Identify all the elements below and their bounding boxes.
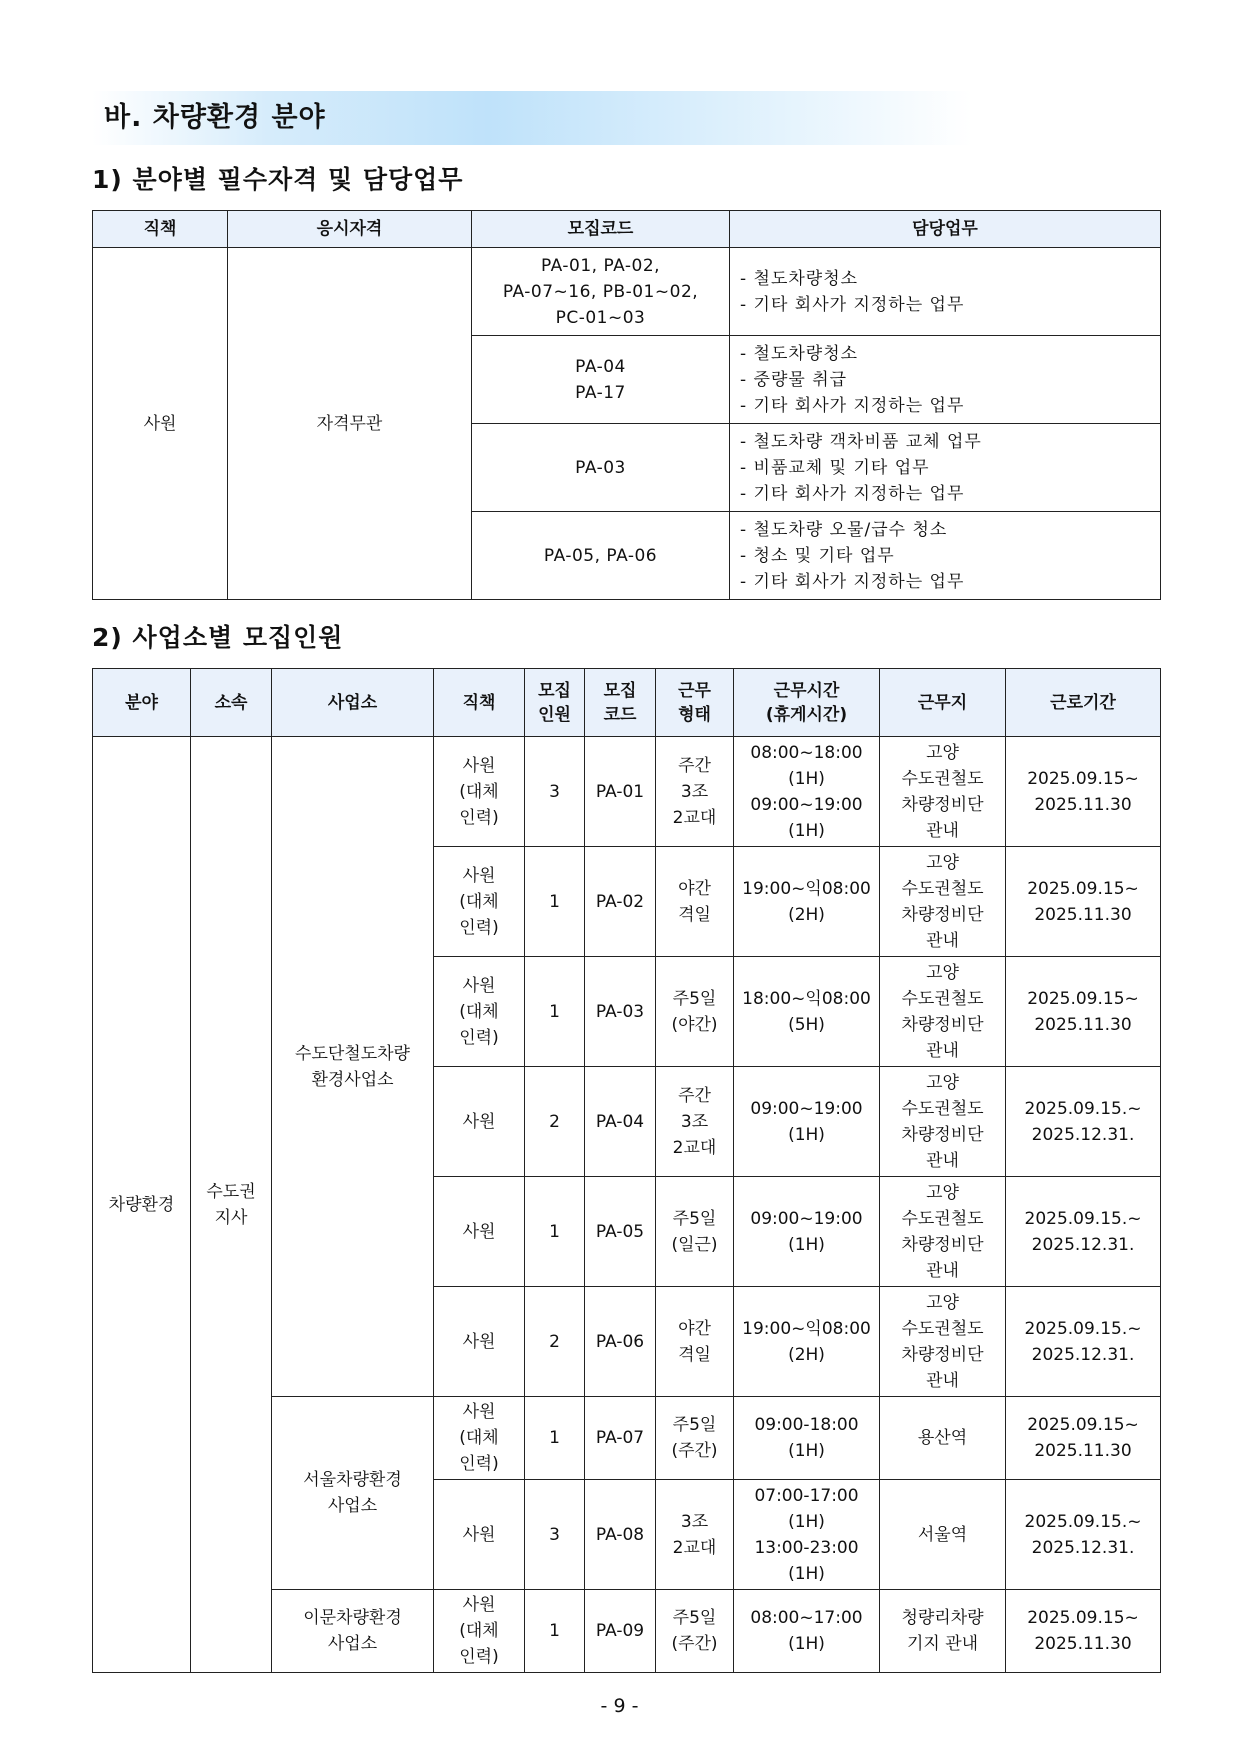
work-period-cell: 2025.09.15~ 2025.11.30 [1006, 1397, 1161, 1480]
position-cell: 사원 [434, 1067, 525, 1177]
position-cell: 사원 [434, 1177, 525, 1287]
recruit-code-cell: PA-03 [472, 424, 730, 512]
count-cell: 1 [525, 847, 585, 957]
position-cell: 사원 (대체 인력) [434, 1397, 525, 1480]
subsection-title-recruitment: 2) 사업소별 모집인원 [92, 623, 344, 652]
work-type-cell: 주5일 (주간) [656, 1397, 734, 1480]
work-hours-cell: 08:00~17:00 (1H) [734, 1590, 880, 1673]
work-type-cell: 주5일 (야간) [656, 957, 734, 1067]
work-place-cell: 고양 수도권철도 차량정비단 관내 [880, 1177, 1006, 1287]
code-cell: PA-03 [585, 957, 656, 1067]
header-qualification: 응시자격 [228, 211, 472, 248]
header-affiliation: 소속 [191, 669, 272, 737]
recruitment-table [92, 668, 1161, 1673]
work-place-cell: 청량리차량 기지 관내 [880, 1590, 1006, 1673]
header-office: 사업소 [272, 669, 434, 737]
page-number: - 9 - [600, 1695, 639, 1717]
header-count: 모집 인원 [525, 669, 585, 737]
count-cell: 1 [525, 957, 585, 1067]
duties-cell: - 철도차량청소 - 중량물 취급 - 기타 회사가 지정하는 업무 [730, 336, 1161, 424]
code-cell: PA-02 [585, 847, 656, 957]
count-cell: 2 [525, 1287, 585, 1397]
count-cell: 3 [525, 1480, 585, 1590]
position-cell: 사원 [434, 1480, 525, 1590]
code-cell: PA-09 [585, 1590, 656, 1673]
position-cell: 사원 (대체 인력) [434, 737, 525, 847]
code-cell: PA-07 [585, 1397, 656, 1480]
subsection-title-qualifications: 1) 분야별 필수자격 및 담당업무 [92, 165, 464, 194]
work-place-cell: 고양 수도권철도 차량정비단 관내 [880, 957, 1006, 1067]
header-work-hours: 근무시간 (휴게시간) [734, 669, 880, 737]
position-cell: 사원 (대체 인력) [434, 957, 525, 1067]
field-cell: 차량환경 [93, 737, 191, 1673]
work-period-cell: 2025.09.15~ 2025.11.30 [1006, 737, 1161, 847]
work-type-cell: 야간 격일 [656, 847, 734, 957]
duties-cell: - 철도차량청소 - 기타 회사가 지정하는 업무 [730, 248, 1161, 336]
affiliation-cell: 수도권 지사 [191, 737, 272, 1673]
header-duties: 담당업무 [730, 211, 1161, 248]
work-hours-cell: 19:00~익08:00 (2H) [734, 847, 880, 957]
header-work-type: 근무 형태 [656, 669, 734, 737]
header-work-period: 근로기간 [1006, 669, 1161, 737]
header-position: 직책 [93, 211, 228, 248]
position-cell: 사원 [434, 1287, 525, 1397]
work-period-cell: 2025.09.15~ 2025.11.30 [1006, 957, 1161, 1067]
work-place-cell: 고양 수도권철도 차량정비단 관내 [880, 737, 1006, 847]
work-type-cell: 야간 격일 [656, 1287, 734, 1397]
office-cell: 서울차량환경 사업소 [272, 1397, 434, 1590]
recruit-code-cell: PA-01, PA-02, PA-07~16, PB-01~02, PC-01~03 [472, 248, 730, 336]
work-period-cell: 2025.09.15.~ 2025.12.31. [1006, 1177, 1161, 1287]
work-hours-cell: 18:00~익08:00 (5H) [734, 957, 880, 1067]
work-period-cell: 2025.09.15.~ 2025.12.31. [1006, 1480, 1161, 1590]
position-cell: 사원 [93, 248, 228, 600]
duties-cell: - 철도차량 오물/급수 청소 - 청소 및 기타 업무 - 기타 회사가 지정하는 업무 [730, 512, 1161, 600]
work-hours-cell: 09:00~19:00 (1H) [734, 1177, 880, 1287]
work-type-cell: 3조 2교대 [656, 1480, 734, 1590]
count-cell: 2 [525, 1067, 585, 1177]
count-cell: 1 [525, 1590, 585, 1673]
header-field: 분야 [93, 669, 191, 737]
work-hours-cell: 08:00~18:00 (1H) 09:00~19:00 (1H) [734, 737, 880, 847]
work-type-cell: 주간 3조 2교대 [656, 1067, 734, 1177]
code-cell: PA-01 [585, 737, 656, 847]
work-period-cell: 2025.09.15.~ 2025.12.31. [1006, 1067, 1161, 1177]
work-period-cell: 2025.09.15~ 2025.11.30 [1006, 847, 1161, 957]
code-cell: PA-08 [585, 1480, 656, 1590]
header-code: 모집 코드 [585, 669, 656, 737]
count-cell: 1 [525, 1177, 585, 1287]
section-banner-title: 바. 차량환경 분야 [104, 102, 326, 133]
work-type-cell: 주5일 (일근) [656, 1177, 734, 1287]
work-type-cell: 주5일 (주간) [656, 1590, 734, 1673]
work-period-cell: 2025.09.15~ 2025.11.30 [1006, 1590, 1161, 1673]
recruit-code-cell: PA-05, PA-06 [472, 512, 730, 600]
code-cell: PA-05 [585, 1177, 656, 1287]
work-hours-cell: 07:00-17:00 (1H) 13:00-23:00 (1H) [734, 1480, 880, 1590]
header-position: 직책 [434, 669, 525, 737]
header-work-place: 근무지 [880, 669, 1006, 737]
recruit-code-cell: PA-04 PA-17 [472, 336, 730, 424]
work-place-cell: 고양 수도권철도 차량정비단 관내 [880, 1287, 1006, 1397]
work-place-cell: 서울역 [880, 1480, 1006, 1590]
work-hours-cell: 09:00~19:00 (1H) [734, 1067, 880, 1177]
header-recruit-code: 모집코드 [472, 211, 730, 248]
work-place-cell: 용산역 [880, 1397, 1006, 1480]
qualifications-table [92, 210, 1161, 600]
work-hours-cell: 19:00~익08:00 (2H) [734, 1287, 880, 1397]
office-cell: 수도단철도차량 환경사업소 [272, 737, 434, 1397]
count-cell: 1 [525, 1397, 585, 1480]
count-cell: 3 [525, 737, 585, 847]
qualification-cell: 자격무관 [228, 248, 472, 600]
work-place-cell: 고양 수도권철도 차량정비단 관내 [880, 847, 1006, 957]
work-place-cell: 고양 수도권철도 차량정비단 관내 [880, 1067, 1006, 1177]
work-type-cell: 주간 3조 2교대 [656, 737, 734, 847]
position-cell: 사원 (대체 인력) [434, 847, 525, 957]
work-period-cell: 2025.09.15.~ 2025.12.31. [1006, 1287, 1161, 1397]
duties-cell: - 철도차량 객차비품 교체 업무 - 비품교체 및 기타 업무 - 기타 회사가 지정하는 업무 [730, 424, 1161, 512]
position-cell: 사원 (대체 인력) [434, 1590, 525, 1673]
code-cell: PA-06 [585, 1287, 656, 1397]
work-hours-cell: 09:00-18:00 (1H) [734, 1397, 880, 1480]
code-cell: PA-04 [585, 1067, 656, 1177]
office-cell: 이문차량환경 사업소 [272, 1590, 434, 1673]
